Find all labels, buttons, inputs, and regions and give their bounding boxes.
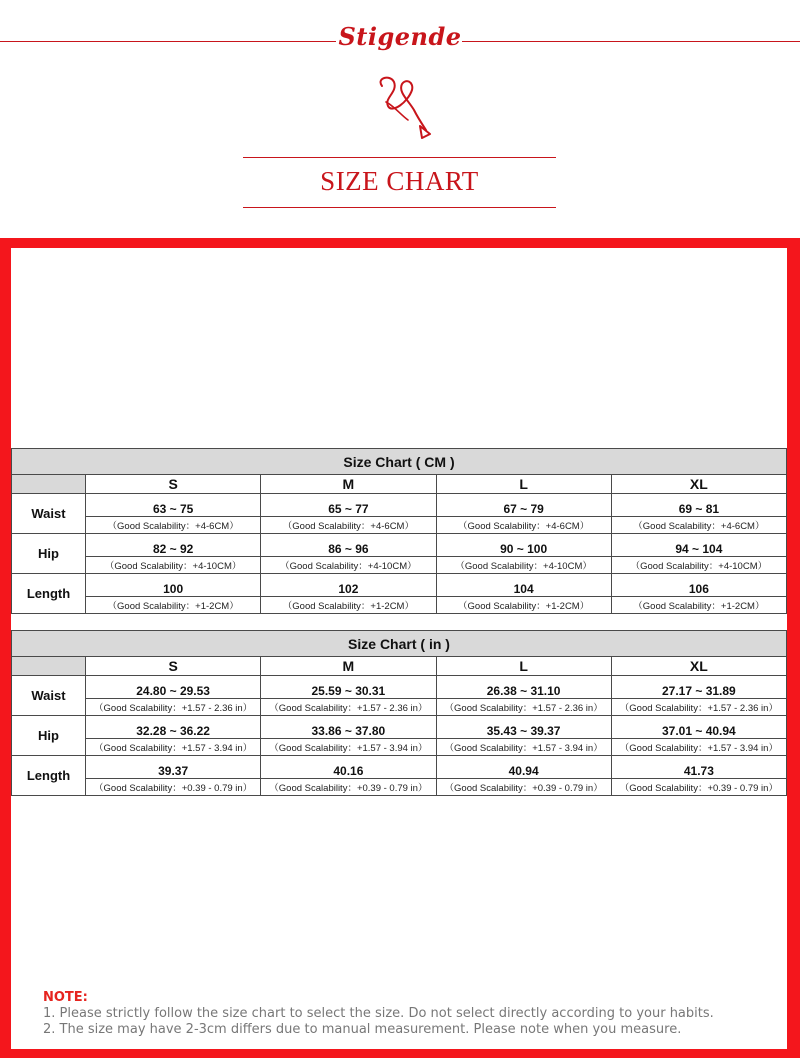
scalability-note: （Good Scalability：+1.57 - 3.94 in） — [86, 739, 261, 756]
table-row-note — [12, 779, 787, 796]
page-title: SIZE CHART — [320, 166, 479, 196]
table-row-note — [12, 557, 787, 574]
size-chart-in — [11, 630, 787, 796]
size-header-l: L — [436, 657, 611, 676]
scalability-note: （Good Scalability：+4-6CM） — [436, 517, 611, 534]
value-cell: 106 — [611, 574, 786, 597]
scalability-note: （Good Scalability：+1-2CM） — [611, 597, 786, 614]
size-header-s: S — [86, 657, 261, 676]
value-cell: 69 ~ 81 — [611, 494, 786, 517]
size-header-xl: XL — [611, 475, 786, 494]
value-cell: 37.01 ~ 40.94 — [611, 716, 786, 739]
note-line-2: 2. The size may have 2-3cm differs due to manual measurement. Please note when you measure. — [43, 1022, 682, 1037]
scalability-note: （Good Scalability：+1.57 - 2.36 in） — [436, 699, 611, 716]
scalability-note: （Good Scalability：+4-10CM） — [611, 557, 786, 574]
row-label-hip: Hip — [12, 716, 86, 756]
value-cell: 82 ~ 92 — [86, 534, 261, 557]
table-row — [12, 534, 787, 557]
scalability-note: （Good Scalability：+1-2CM） — [86, 597, 261, 614]
note-block — [43, 990, 783, 1038]
table-title: Size Chart ( CM ) — [12, 449, 787, 475]
value-cell: 32.28 ~ 36.22 — [86, 716, 261, 739]
table-row-note — [12, 597, 787, 614]
value-cell: 102 — [261, 574, 436, 597]
scalability-note: （Good Scalability：+4-10CM） — [261, 557, 436, 574]
row-label-hip: Hip — [12, 534, 86, 574]
value-cell: 24.80 ~ 29.53 — [86, 676, 261, 699]
title-rule-bottom — [243, 207, 556, 208]
value-cell: 25.59 ~ 30.31 — [261, 676, 436, 699]
table-corner — [12, 475, 86, 494]
table-title: Size Chart ( in ) — [12, 631, 787, 657]
value-cell: 94 ~ 104 — [611, 534, 786, 557]
scalability-note: （Good Scalability：+1-2CM） — [436, 597, 611, 614]
scalability-note: （Good Scalability：+0.39 - 0.79 in） — [611, 779, 786, 796]
value-cell: 63 ~ 75 — [86, 494, 261, 517]
note-line-1: 1. Please strictly follow the size chart to select the size. Do not select directly according to your habits. — [43, 1006, 714, 1021]
size-header-m: M — [261, 475, 436, 494]
table-row — [12, 574, 787, 597]
row-label-waist: Waist — [12, 676, 86, 716]
scalability-note: （Good Scalability：+1.57 - 2.36 in） — [261, 699, 436, 716]
value-cell: 27.17 ~ 31.89 — [611, 676, 786, 699]
table-row-note — [12, 699, 787, 716]
row-label-length: Length — [12, 574, 86, 614]
scalability-note: （Good Scalability：+1.57 - 2.36 in） — [86, 699, 261, 716]
brand-divider-right — [462, 41, 800, 42]
size-chart-cm — [11, 448, 787, 614]
content-area — [11, 248, 787, 1049]
value-cell: 26.38 ~ 31.10 — [436, 676, 611, 699]
brand-divider-left — [0, 41, 336, 42]
brand-logo: Stigende — [338, 22, 462, 51]
header — [0, 0, 800, 238]
value-cell: 90 ~ 100 — [436, 534, 611, 557]
table-row — [12, 756, 787, 779]
table-row — [12, 494, 787, 517]
value-cell: 104 — [436, 574, 611, 597]
size-header-m: M — [261, 657, 436, 676]
value-cell: 67 ~ 79 — [436, 494, 611, 517]
table-row-note — [12, 517, 787, 534]
scalability-note: （Good Scalability：+0.39 - 0.79 in） — [436, 779, 611, 796]
row-label-length: Length — [12, 756, 86, 796]
table-row — [12, 716, 787, 739]
table-corner — [12, 657, 86, 676]
scalability-note: （Good Scalability：+0.39 - 0.79 in） — [261, 779, 436, 796]
swirl-arrow-icon — [372, 72, 436, 144]
scalability-note: （Good Scalability：+0.39 - 0.79 in） — [86, 779, 261, 796]
value-cell: 41.73 — [611, 756, 786, 779]
value-cell: 35.43 ~ 39.37 — [436, 716, 611, 739]
scalability-note: （Good Scalability：+1.57 - 2.36 in） — [611, 699, 786, 716]
value-cell: 39.37 — [86, 756, 261, 779]
scalability-note: （Good Scalability：+4-10CM） — [86, 557, 261, 574]
value-cell: 65 ~ 77 — [261, 494, 436, 517]
scalability-note: （Good Scalability：+4-6CM） — [611, 517, 786, 534]
value-cell: 40.94 — [436, 756, 611, 779]
size-header-xl: XL — [611, 657, 786, 676]
size-header-s: S — [86, 475, 261, 494]
value-cell: 86 ~ 96 — [261, 534, 436, 557]
scalability-note: （Good Scalability：+1.57 - 3.94 in） — [611, 739, 786, 756]
value-cell: 40.16 — [261, 756, 436, 779]
title-rule-top — [243, 157, 556, 158]
row-label-waist: Waist — [12, 494, 86, 534]
note-title: NOTE: — [43, 990, 88, 1005]
size-header-l: L — [436, 475, 611, 494]
scalability-note: （Good Scalability：+4-6CM） — [261, 517, 436, 534]
scalability-note: （Good Scalability：+4-6CM） — [86, 517, 261, 534]
table-row-note — [12, 739, 787, 756]
value-cell: 100 — [86, 574, 261, 597]
scalability-note: （Good Scalability：+1.57 - 3.94 in） — [436, 739, 611, 756]
scalability-note: （Good Scalability：+1-2CM） — [261, 597, 436, 614]
scalability-note: （Good Scalability：+1.57 - 3.94 in） — [261, 739, 436, 756]
red-frame — [0, 238, 800, 1058]
scalability-note: （Good Scalability：+4-10CM） — [436, 557, 611, 574]
value-cell: 33.86 ~ 37.80 — [261, 716, 436, 739]
table-row — [12, 676, 787, 699]
